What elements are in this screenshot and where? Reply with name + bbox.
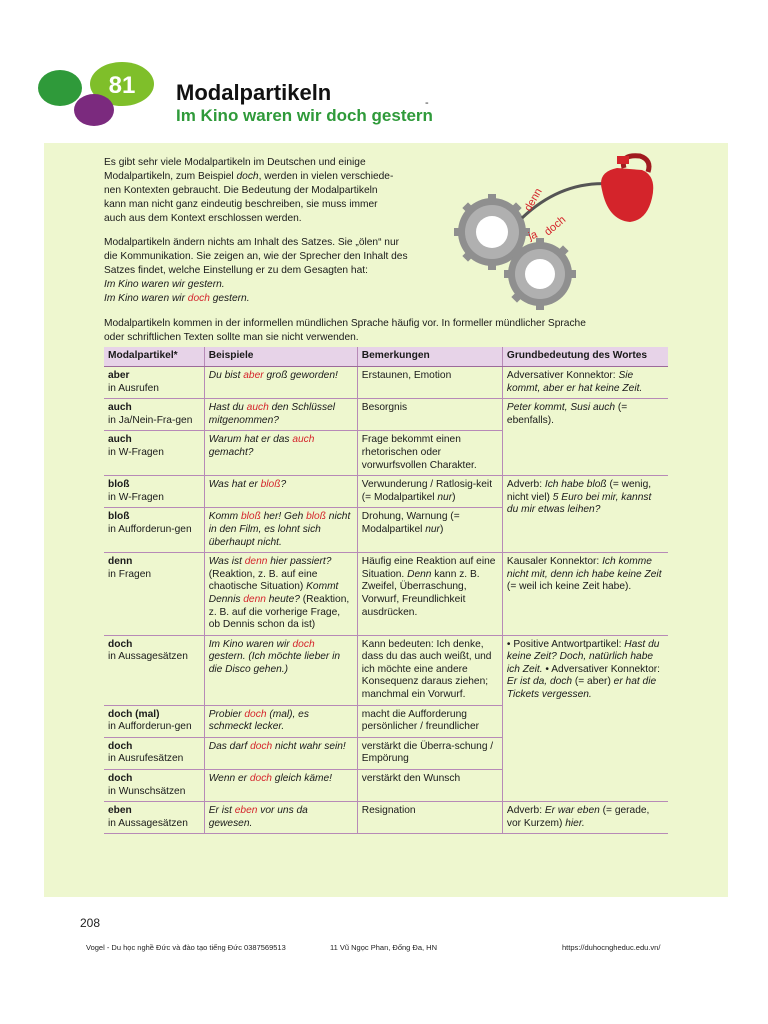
green-leaf-shape bbox=[38, 70, 82, 106]
cell-modalpartikel: auch in Ja/Nein-Fra-gen bbox=[104, 399, 204, 431]
cell-beispiel: Im Kino waren wir doch gestern. (Ich möchte lieber in die Disco gehen.) bbox=[204, 635, 357, 705]
cell-bemerkung: Häufig eine Reaktion auf eine Situation. Denn kann z. B. Zweifel, Überraschung, Vorwurf, Freundlichkeit ausdrücken. bbox=[357, 553, 502, 636]
page-title: Modalpartikeln bbox=[176, 80, 332, 105]
cell-modalpartikel: doch in Aussagesätzen bbox=[104, 635, 204, 705]
cell-beispiel: Probier doch (mal), es schmeckt lecker. bbox=[204, 705, 357, 737]
cell-grundbedeutung: Adverb: Ich habe bloß (= wenig, nicht viel) 5 Euro bei mir, kannst du mir etwas leihen? bbox=[502, 476, 668, 553]
cell-beispiel: Hast du auch den Schlüssel mitgenommen? bbox=[204, 399, 357, 431]
cell-bemerkung: macht die Aufforderung persönlicher / freundlicher bbox=[357, 705, 502, 737]
header-beispiele: Beispiele bbox=[204, 347, 357, 367]
cell-beispiel: Warum hat er das auch gemacht? bbox=[204, 431, 357, 476]
cell-bemerkung: Erstaunen, Emotion bbox=[357, 367, 502, 399]
cell-bemerkung: Kann bedeuten: Ich denke, dass du das auch weißt, und ich möchte eine andere Konsequenz daraus ziehen; manchmal ein Vorwurf. bbox=[357, 635, 502, 705]
chapter-badge bbox=[38, 62, 158, 132]
gear-icon-lower bbox=[504, 238, 576, 310]
example-sentence-2: Im Kino waren wir doch gestern. bbox=[104, 293, 250, 304]
oilcan-icon bbox=[601, 156, 653, 222]
cell-bemerkung: verstärkt die Überra-schung / Empörung bbox=[357, 737, 502, 769]
page-subtitle: Im Kino waren wir doch gestern bbox=[176, 106, 433, 125]
table-body bbox=[104, 367, 668, 834]
cell-bemerkung: Besorgnis bbox=[357, 399, 502, 431]
cell-beispiel: Du bist aber groß geworden! bbox=[204, 367, 357, 399]
table-row bbox=[104, 553, 668, 636]
table-row bbox=[104, 635, 668, 705]
intro-paragraph-2: Modalpartikeln ändern nichts am Inhalt des Satzes. Sie „ölen“ nur die Kommunikation. Sie zeigen an, wie der Sprecher den Inhalt des Satzes findet, welche Einstellung er zu dem Gesagten hat: Im Kino waren wir gestern. Im Kino waren wir doch gestern. bbox=[104, 236, 504, 306]
cell-modalpartikel: doch in Ausrufesätzen bbox=[104, 737, 204, 769]
cell-bemerkung: Drohung, Warnung (= Modalpartikel nur) bbox=[357, 508, 502, 553]
header-grundbedeutung: Grundbedeutung des Wortes bbox=[502, 347, 668, 367]
footer-middle: 11 Vũ Ngọc Phan, Đống Đa, HN bbox=[330, 943, 438, 952]
cell-grundbedeutung: Kausaler Konnektor: Ich komme nicht mit, denn ich habe keine Zeit (= weil ich keine Zeit habe). bbox=[502, 553, 668, 636]
intro-paragraph-1: Es gibt sehr viele Modalpartikeln im Deutschen und einige Modalpartikeln, zum Beispiel doch, werden in vielen verschiede- nen Kontexten gebraucht. Die Bedeutung der Modalpartikeln kann man nicht ganz eindeutig beschreiben, sie muss immer auch aus dem Kontext erschlossen werden. bbox=[104, 157, 394, 224]
modalpartikel-table bbox=[104, 347, 668, 834]
table-header-row bbox=[104, 347, 668, 367]
cell-beispiel: Wenn er doch gleich käme! bbox=[204, 770, 357, 802]
table-row bbox=[104, 476, 668, 508]
cell-bemerkung: Resignation bbox=[357, 802, 502, 834]
cell-modalpartikel: bloß in W-Fragen bbox=[104, 476, 204, 508]
cell-beispiel: Was hat er bloß? bbox=[204, 476, 357, 508]
cell-bemerkung: verstärkt den Wunsch bbox=[357, 770, 502, 802]
cell-modalpartikel: bloß in Aufforderun-gen bbox=[104, 508, 204, 553]
cell-modalpartikel: eben in Aussagesätzen bbox=[104, 802, 204, 834]
cell-modalpartikel: doch in Wunschsätzen bbox=[104, 770, 204, 802]
word-denn: denn bbox=[522, 186, 545, 214]
intro-paragraph-3: Modalpartikeln kommen in der informellen mündlichen Sprache häufig vor. In formeller mündlicher Sprache oder schriftlichen Texten sollte man sie nicht verwenden. bbox=[104, 318, 586, 343]
cell-grundbedeutung: Peter kommt, Susi auch (= ebenfalls). bbox=[502, 399, 668, 476]
cell-grundbedeutung: Adverb: Er war eben (= gerade, vor Kurzem) hier. bbox=[502, 802, 668, 834]
table-row bbox=[104, 802, 668, 834]
cell-beispiel: Komm bloß her! Geh bloß nicht in den Film, es lohnt sich überhaupt nicht. bbox=[204, 508, 357, 553]
stray-mark: - bbox=[425, 97, 429, 109]
cell-beispiel: Das darf doch nicht wahr sein! bbox=[204, 737, 357, 769]
cell-beispiel: Was ist denn hier passiert? (Reaktion, z. B. auf eine chaotische Situation) Kommt Dennis denn heute? (Reaktion, z. B. auf die vorherige Frage, ob Dennis schon da ist) bbox=[204, 553, 357, 636]
cell-grundbedeutung: • Positive Antwortpartikel: Hast du keine Zeit? Doch, natürlich habe ich Zeit. • Adversativer Konnektor: Er ist da, doch (= aber) er hat die Tickets vergessen. bbox=[502, 635, 668, 802]
cell-modalpartikel: aber in Ausrufen bbox=[104, 367, 204, 399]
header-bemerkungen: Bemerkungen bbox=[357, 347, 502, 367]
cell-beispiel: Er ist eben vor uns da gewesen. bbox=[204, 802, 357, 834]
cell-modalpartikel: doch (mal) in Aufforderun-gen bbox=[104, 705, 204, 737]
table-row bbox=[104, 367, 668, 399]
footer-left: Vogel - Du học nghề Đức và đào tạo tiếng Đức 0387569513 bbox=[86, 943, 286, 952]
cell-bemerkung: Frage bekommt einen rhetorischen oder vorwurfsvollen Charakter. bbox=[357, 431, 502, 476]
word-doch: doch bbox=[542, 213, 569, 239]
footer-right: https://duhocngheduc.edu.vn/ bbox=[562, 943, 661, 952]
cell-modalpartikel: denn in Fragen bbox=[104, 553, 204, 636]
example-sentence-1: Im Kino waren wir gestern. bbox=[104, 279, 225, 290]
table-row bbox=[104, 399, 668, 431]
word-ja: ja bbox=[526, 228, 540, 243]
page-number: 208 bbox=[80, 916, 101, 930]
chapter-number: 81 bbox=[108, 72, 136, 99]
cell-grundbedeutung: Adversativer Konnektor: Sie kommt, aber er hat keine Zeit. bbox=[502, 367, 668, 399]
header-modalpartikel: Modalpartikel* bbox=[104, 347, 204, 367]
gears-oilcan-illustration bbox=[452, 150, 677, 315]
cell-bemerkung: Verwunderung / Ratlosig-keit (= Modalpartikel nur) bbox=[357, 476, 502, 508]
cell-modalpartikel: auch in W-Fragen bbox=[104, 431, 204, 476]
